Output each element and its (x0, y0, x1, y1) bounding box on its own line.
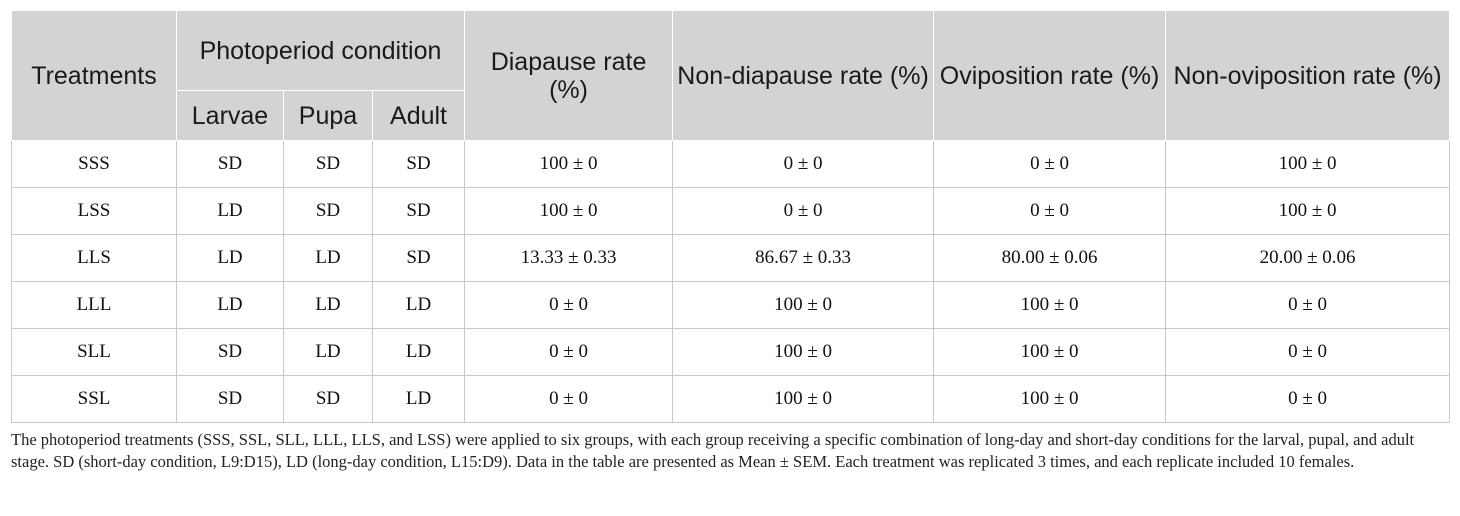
cell-treatment: LSS (12, 188, 177, 235)
cell-larvae: LD (177, 282, 284, 329)
cell-larvae: SD (177, 376, 284, 423)
cell-adult: SD (373, 235, 465, 282)
cell-non-diapause-rate: 100 ± 0 (673, 282, 934, 329)
header-non-diapause-rate: Non-diapause rate (%) (673, 11, 934, 141)
header-photoperiod-condition: Photoperiod condition (177, 11, 465, 91)
cell-treatment: LLS (12, 235, 177, 282)
photoperiod-table (11, 10, 1450, 423)
header-treatments: Treatments (12, 11, 177, 141)
cell-treatment: SSL (12, 376, 177, 423)
cell-adult: LD (373, 376, 465, 423)
cell-non-diapause-rate: 86.67 ± 0.33 (673, 235, 934, 282)
cell-non-diapause-rate: 100 ± 0 (673, 329, 934, 376)
cell-non-diapause-rate: 100 ± 0 (673, 376, 934, 423)
table-row (12, 188, 1450, 235)
cell-adult: LD (373, 329, 465, 376)
cell-oviposition-rate: 100 ± 0 (934, 376, 1166, 423)
cell-non-oviposition-rate: 20.00 ± 0.06 (1166, 235, 1450, 282)
cell-oviposition-rate: 100 ± 0 (934, 282, 1166, 329)
cell-oviposition-rate: 0 ± 0 (934, 141, 1166, 188)
cell-diapause-rate: 13.33 ± 0.33 (465, 235, 673, 282)
table-body (12, 141, 1450, 423)
cell-larvae: SD (177, 141, 284, 188)
table-row (12, 282, 1450, 329)
cell-adult: SD (373, 188, 465, 235)
cell-pupa: LD (284, 235, 373, 282)
cell-treatment: SSS (12, 141, 177, 188)
header-oviposition-rate: Oviposition rate (%) (934, 11, 1166, 141)
table-row (12, 141, 1450, 188)
cell-non-oviposition-rate: 100 ± 0 (1166, 188, 1450, 235)
cell-oviposition-rate: 80.00 ± 0.06 (934, 235, 1166, 282)
cell-pupa: SD (284, 376, 373, 423)
cell-pupa: LD (284, 329, 373, 376)
cell-diapause-rate: 0 ± 0 (465, 282, 673, 329)
cell-treatment: SLL (12, 329, 177, 376)
cell-larvae: LD (177, 188, 284, 235)
cell-adult: LD (373, 282, 465, 329)
table-row (12, 235, 1450, 282)
cell-diapause-rate: 100 ± 0 (465, 141, 673, 188)
cell-diapause-rate: 100 ± 0 (465, 188, 673, 235)
cell-non-diapause-rate: 0 ± 0 (673, 141, 934, 188)
cell-non-oviposition-rate: 0 ± 0 (1166, 329, 1450, 376)
cell-non-oviposition-rate: 100 ± 0 (1166, 141, 1450, 188)
table-row (12, 329, 1450, 376)
cell-oviposition-rate: 100 ± 0 (934, 329, 1166, 376)
cell-larvae: SD (177, 329, 284, 376)
cell-treatment: LLL (12, 282, 177, 329)
cell-adult: SD (373, 141, 465, 188)
cell-oviposition-rate: 0 ± 0 (934, 188, 1166, 235)
cell-pupa: LD (284, 282, 373, 329)
cell-diapause-rate: 0 ± 0 (465, 376, 673, 423)
header-non-oviposition-rate: Non-oviposition rate (%) (1166, 11, 1450, 141)
table-footnote: The photoperiod treatments (SSS, SSL, SLL, LLL, LLS, and LSS) were applied to six groups, with each group receiving a specific combination of long-day and short-day conditions for the larval, pupal, and adult stage. SD (short-day condition, L9:D15), LD (long-day condition, L15:D9). Data in the table are presented as Mean ± SEM. Each treatment was replicated 3 times, and each replicate included 10 females. (11, 430, 1415, 471)
table-header (12, 11, 1450, 141)
cell-pupa: SD (284, 141, 373, 188)
cell-diapause-rate: 0 ± 0 (465, 329, 673, 376)
header-diapause-rate: Diapause rate (%) (465, 11, 673, 141)
cell-non-diapause-rate: 0 ± 0 (673, 188, 934, 235)
header-larvae: Larvae (177, 91, 284, 141)
cell-non-oviposition-rate: 0 ± 0 (1166, 376, 1450, 423)
table-row (12, 376, 1450, 423)
cell-larvae: LD (177, 235, 284, 282)
cell-non-oviposition-rate: 0 ± 0 (1166, 282, 1450, 329)
header-row-primary (12, 11, 1450, 91)
cell-pupa: SD (284, 188, 373, 235)
table-figure (11, 10, 1449, 490)
header-adult: Adult (373, 91, 465, 141)
header-pupa: Pupa (284, 91, 373, 141)
